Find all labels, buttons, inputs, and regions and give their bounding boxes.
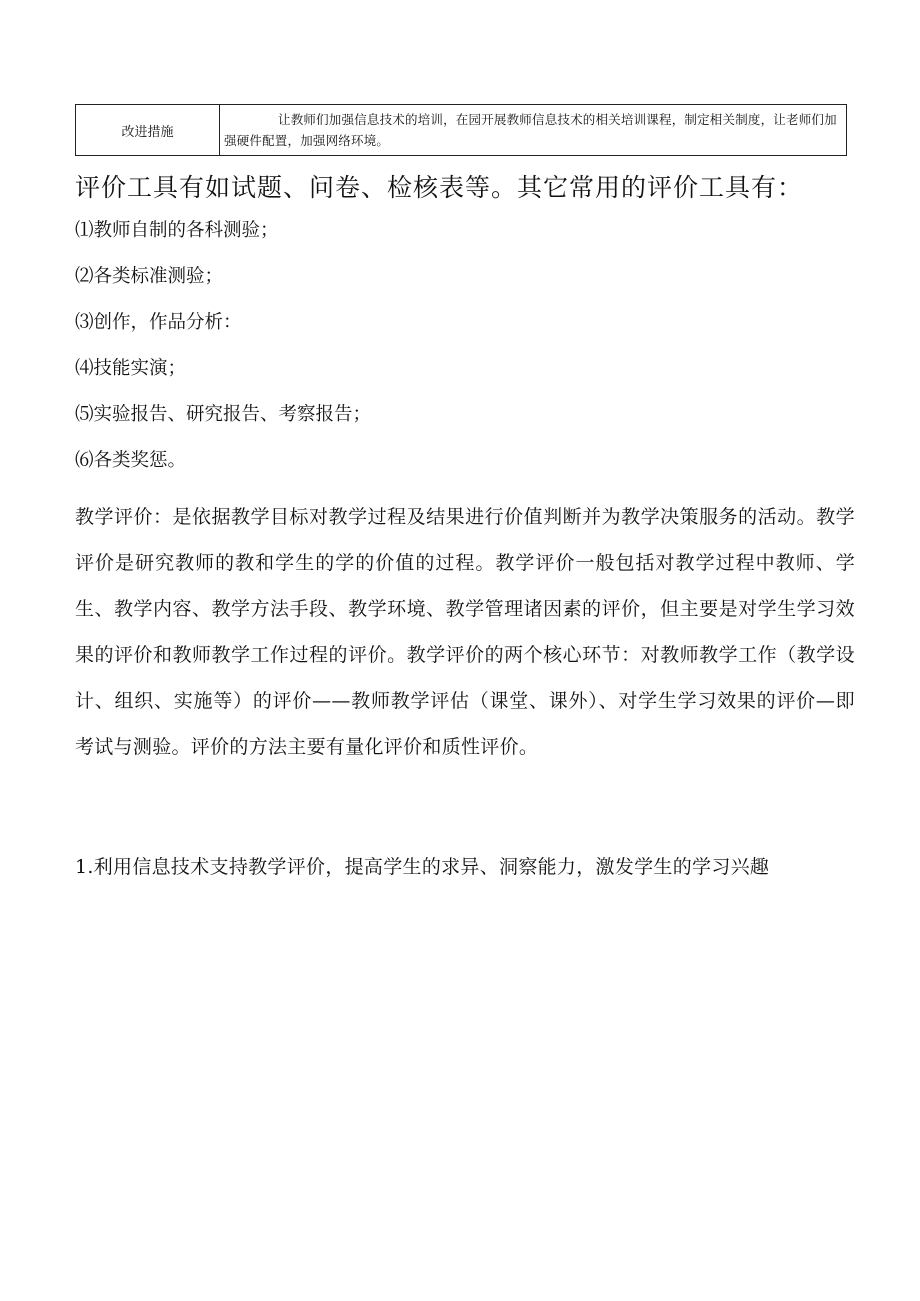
table-label: 改进措施: [121, 124, 174, 140]
evaluation-tools-list: [75, 214, 371, 490]
table-content-cell: [220, 105, 847, 156]
list-item: ⑶创作，作品分析：: [75, 312, 242, 333]
table-label-cell: [76, 105, 220, 156]
list-item: ⑴教师自制的各科测验；: [75, 220, 279, 241]
table-row: [76, 105, 847, 156]
table-content: 让教师们加强信息技术的培训，在园开展教师信息技术的相关培训课程，制定相关制度，让老师们加强硬件配置，加强网络环境。: [224, 112, 837, 148]
list-item: ⑷技能实演；: [75, 358, 187, 379]
improvement-measures-table: [75, 104, 847, 156]
teaching-evaluation-paragraph: 教学评价：是依据教学目标对教学过程及结果进行价值判断并为教学决策服务的活动。教学评价是研究教师的教和学生的学的价值的过程。教学评价一般包括对教学过程中教师、学生、教学内容、教学方法手段、教学环境、教学管理诸因素的评价，但主要是对学生学习效果的评价和教师教学工作过程的评价。教学评价的两个核心环节：对教师教学工作（教学设计、组织、实施等）的评价——教师教学评估（课堂、课外）、对学生学习效果的评价—即考试与测验。评价的方法主要有量化评价和质性评价。: [75, 506, 855, 758]
evaluation-tools-heading: 评价工具有如试题、问卷、检核表等。其它常用的评价工具有：: [75, 173, 804, 202]
list-item: ⑵各类标准测验；: [75, 266, 224, 287]
list-item: ⑹各类奖惩。: [75, 450, 187, 471]
list-item: ⑸实验报告、研究报告、考察报告；: [75, 404, 372, 425]
numbered-item-1: 1.利用信息技术支持教学评价，提高学生的求异、洞察能力，激发学生的学习兴趣: [75, 856, 770, 878]
